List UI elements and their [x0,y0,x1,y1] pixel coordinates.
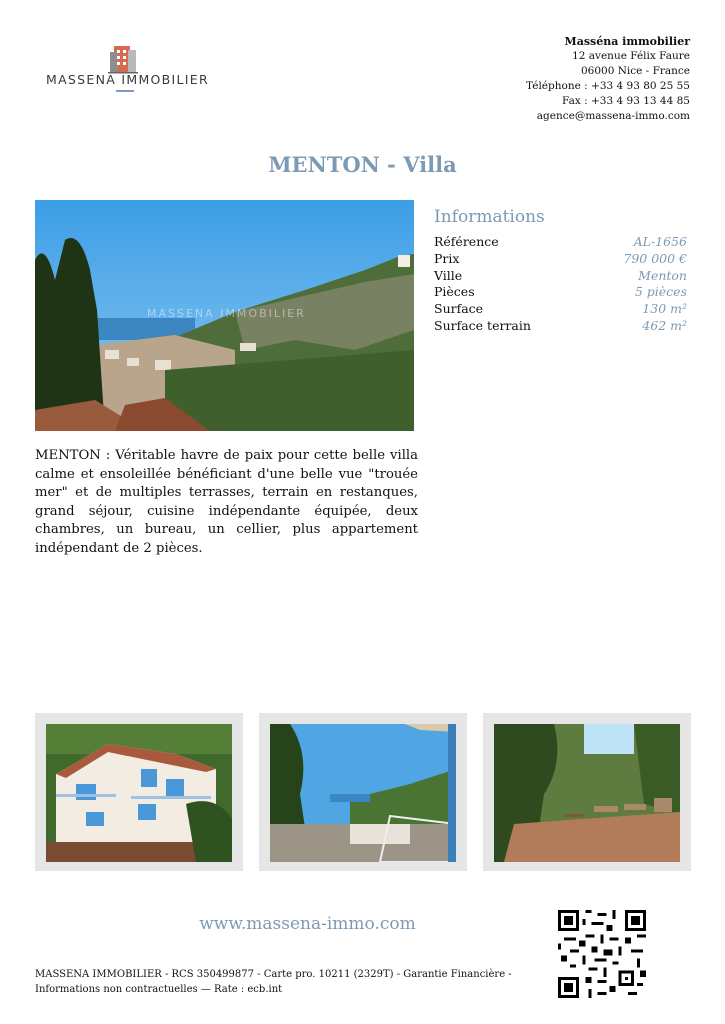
villa-facade-image [46,724,232,862]
thumbnail-frame [494,724,680,862]
logo-wordmark: MASSENA IMMOBILIER [46,72,209,87]
info-label: Prix [434,250,460,266]
info-row-land-surface [434,318,687,335]
agency-email[interactable]: agence@massena-immo.com [536,110,690,122]
legal-footer [35,967,555,997]
thumbnail-2[interactable] [259,713,467,871]
building-logo-icon [106,42,142,76]
info-value: AL-1656 [633,234,687,249]
agency-logo [40,38,208,108]
info-row-surface [434,301,687,318]
agency-address: 12 avenue Félix Faure [572,50,690,62]
info-row-rooms [434,284,687,301]
qr-code-icon [558,910,646,998]
thumbnail-frame [46,724,232,862]
info-table [434,234,687,335]
info-label: Surface terrain [434,317,531,333]
info-row-reference [434,234,687,251]
info-value: 790 000 € [623,250,687,266]
info-value: Menton [638,267,687,283]
main-property-photo [35,200,414,431]
agency-city: 06000 Nice - France [580,65,690,77]
agency-contact [526,34,690,124]
garden-terrace-image [494,724,680,862]
thumbnail-3[interactable] [483,713,691,871]
info-value: 462 m² [642,317,687,333]
info-value: 130 m² [642,301,687,317]
page-title: MENTON - Villa [268,152,457,177]
website-link[interactable]: www.massena-immo.com [199,914,416,934]
logo-underline [116,90,134,92]
footer-line-1: MASSENA IMMOBILIER - RCS 350499877 - Carte pro. 10211 (2329T) - Garantie Financière - [35,969,512,980]
info-label: Référence [434,234,499,249]
agency-phone: Téléphone : +33 4 93 80 25 55 [526,80,690,92]
agency-fax: Fax : +33 4 93 13 44 85 [562,95,690,107]
info-value: 5 pièces [634,284,687,300]
info-label: Pièces [434,284,475,300]
photo-watermark: MASSENA IMMOBILIER [147,307,306,320]
info-heading: Informations [434,207,545,227]
thumbnail-frame [270,724,456,862]
thumbnail-1[interactable] [35,713,243,871]
footer-line-2: Informations non contractuelles — Rate : ecb.int [35,984,283,995]
terrace-view-image [270,724,456,862]
property-description: MENTON : Véritable havre de paix pour cette belle villa calme et ensoleillée bénéficiant d'une belle vue "trouée mer" et de multiples terrasses, terrain en restanques, grand séjour, cuisine indépendante équipée, deux chambres, un bureau, un cellier, plus appartement indépendant de 2 pièces. [35,448,418,556]
info-label: Ville [434,267,463,283]
info-label: Surface [434,301,484,317]
info-row-price [434,251,687,268]
agency-name: Masséna immobilier [564,35,690,48]
info-row-city [434,268,687,285]
